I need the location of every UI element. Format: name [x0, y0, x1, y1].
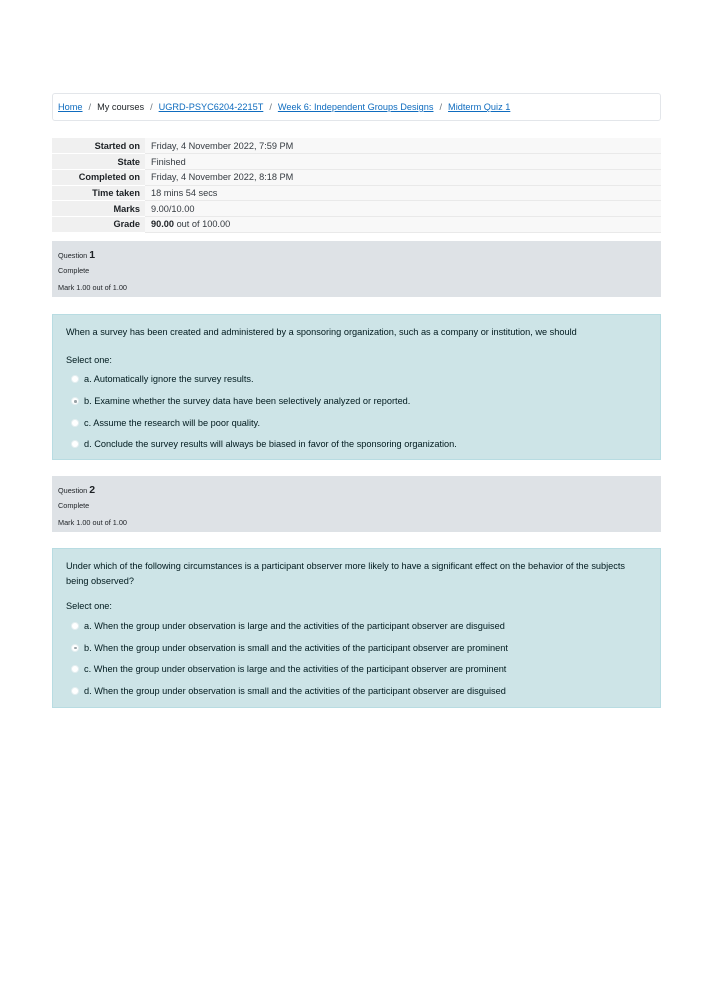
summary-value: 18 mins 54 secs	[145, 185, 661, 201]
summary-value: Friday, 4 November 2022, 8:18 PM	[145, 169, 661, 185]
answer-option[interactable]	[66, 412, 646, 434]
summary-label: Completed on	[52, 169, 145, 185]
summary-label: Grade	[52, 216, 145, 232]
answer-label: d. When the group under observation is small and the activities of the participant observer are disguised	[84, 685, 506, 696]
breadcrumb-course-link[interactable]: UGRD-PSYC6204-2215T	[158, 102, 264, 112]
radio-button-selected[interactable]	[71, 644, 79, 652]
summary-label: State	[52, 154, 145, 170]
radio-button[interactable]	[71, 665, 79, 673]
radio-button[interactable]	[71, 419, 79, 427]
summary-grade-cell	[145, 216, 661, 232]
breadcrumb-separator: /	[439, 102, 443, 112]
answer-label: b. Examine whether the survey data have been selectively analyzed or reported.	[84, 396, 411, 407]
question-status: Complete	[58, 501, 90, 510]
summary-row	[52, 138, 661, 154]
question-2-info	[52, 476, 661, 532]
radio-button[interactable]	[71, 375, 79, 383]
grade-value: 90.00	[151, 219, 174, 230]
summary-label: Time taken	[52, 185, 145, 201]
answer-label: d. Conclude the survey results will always be biased in favor of the sponsoring organization.	[84, 439, 457, 450]
radio-button[interactable]	[71, 687, 79, 695]
breadcrumb-week-link[interactable]: Week 6: Independent Groups Designs	[277, 102, 434, 112]
answer-label: a. When the group under observation is large and the activities of the participant observer are disguised	[84, 620, 505, 631]
breadcrumb-my-courses: My courses	[97, 102, 145, 112]
summary-value: Finished	[145, 154, 661, 170]
question-text: When a survey has been created and administered by a sponsoring organization, such as a company or institution, we should	[66, 327, 577, 337]
radio-button-selected[interactable]	[71, 397, 79, 405]
summary-row-grade	[52, 216, 661, 232]
breadcrumb-home-link[interactable]: Home	[58, 102, 83, 112]
question-number	[58, 484, 661, 496]
answer-label: a. Automatically ignore the survey results.	[84, 374, 254, 385]
radio-button[interactable]	[71, 622, 79, 630]
summary-label: Marks	[52, 201, 145, 217]
question-mark: Mark 1.00 out of 1.00	[58, 518, 127, 527]
question-prefix: Question	[58, 251, 88, 260]
question-mark: Mark 1.00 out of 1.00	[58, 283, 127, 292]
summary-value: 9.00/10.00	[145, 201, 661, 217]
question-text: Under which of the following circumstances is a participant observer more likely to have a significant effect on the behavior of the subjects being observed?	[66, 561, 626, 586]
answer-option[interactable]	[66, 369, 646, 391]
breadcrumb-separator: /	[88, 102, 92, 112]
summary-row	[52, 201, 661, 217]
breadcrumb-quiz-link[interactable]: Midterm Quiz 1	[448, 102, 511, 112]
select-one-prompt: Select one:	[66, 354, 112, 365]
answer-option[interactable]	[66, 434, 646, 456]
answer-option[interactable]	[66, 680, 646, 702]
quiz-summary-table	[52, 138, 661, 233]
summary-row	[52, 169, 661, 185]
question-1-info	[52, 241, 661, 297]
question-2-content	[52, 548, 661, 708]
breadcrumb	[52, 93, 661, 121]
question-number-value: 1	[89, 249, 96, 261]
summary-value: Friday, 4 November 2022, 7:59 PM	[145, 138, 661, 154]
answer-label: b. When the group under observation is small and the activities of the participant observer are prominent	[84, 642, 508, 653]
grade-suffix: out of 100.00	[176, 219, 231, 230]
summary-label: Started on	[52, 138, 145, 154]
breadcrumb-separator: /	[269, 102, 272, 112]
question-status: Complete	[58, 266, 90, 275]
question-number-value: 2	[89, 484, 96, 496]
summary-row	[52, 154, 661, 170]
answer-option[interactable]	[66, 658, 646, 680]
breadcrumb-separator: /	[150, 102, 153, 112]
answer-label: c. When the group under observation is large and the activities of the participant observer are prominent	[84, 664, 507, 675]
select-one-prompt: Select one:	[66, 601, 112, 611]
question-number	[58, 249, 661, 261]
answer-option[interactable]	[66, 390, 646, 412]
answer-label: c. Assume the research will be poor quality.	[84, 417, 261, 428]
answer-option[interactable]	[66, 615, 646, 637]
summary-row	[52, 185, 661, 201]
radio-button[interactable]	[71, 440, 79, 448]
question-1-content	[52, 314, 661, 460]
answer-option[interactable]	[66, 637, 646, 659]
question-prefix: Question	[58, 486, 88, 495]
